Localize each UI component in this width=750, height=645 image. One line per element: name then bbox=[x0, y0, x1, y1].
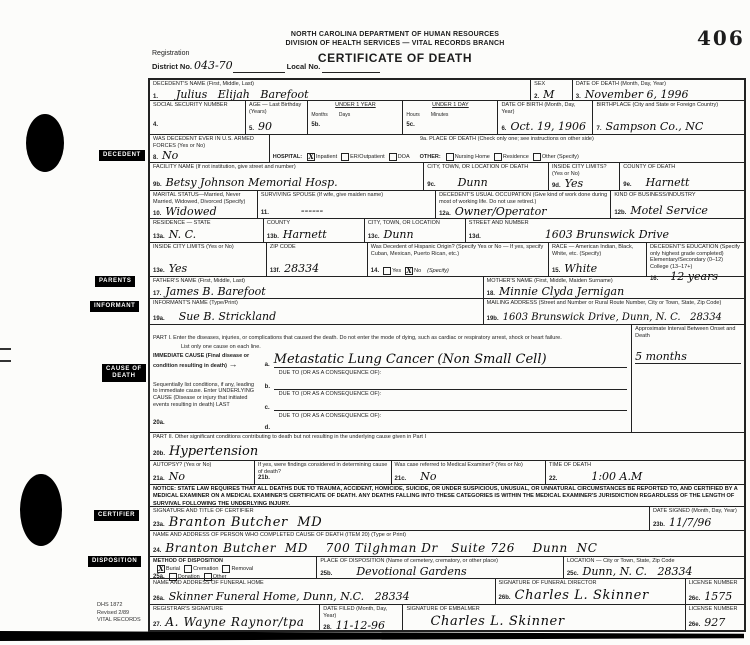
hole-punch-top bbox=[26, 114, 64, 172]
part1-rubric bbox=[150, 352, 261, 432]
district-label: District No. bbox=[152, 61, 193, 71]
page-title: CERTIFICATE OF DEATH bbox=[317, 51, 473, 66]
part1-header-line2: List only one cause on each line. bbox=[181, 344, 261, 350]
field-label: DATE OF DEATH (Month, Day, Year) bbox=[575, 81, 666, 87]
field-label: COUNTY OF DEATH bbox=[623, 164, 676, 170]
residence-county-value: Harnett bbox=[282, 228, 327, 241]
hole-punch-bottom bbox=[20, 474, 62, 546]
field-race: RACE — American Indian, Black, White, etc. (Specify) 15. White bbox=[548, 243, 646, 276]
field-mother-name: MOTHER'S NAME (First, Middle, Maiden Surname) 18. Minnie Clyda Jernigan bbox=[483, 277, 744, 298]
field-medical-examiner-referral: Was case referred to Medical Examiner? (Yes or No) 21c. No bbox=[391, 461, 545, 484]
street-and-number-value: 1603 Brunswick Drive bbox=[544, 228, 670, 241]
field-label: CITY, TOWN, OR LOCATION OF DEATH bbox=[427, 164, 529, 170]
district-number-value: 043-70 bbox=[193, 58, 233, 72]
field-autopsy: AUTOPSY? (Yes or No) 21a. No bbox=[150, 461, 254, 484]
cause-line-c: c. bbox=[265, 398, 627, 411]
field-date-signed: DATE SIGNED (Month, Day, Year) 23b. 11/7/96 bbox=[649, 507, 744, 530]
field-facility-name: FACILITY NAME (If not institution, give street and number) 9b. Betsy Johnson Memorial Hosp. bbox=[150, 163, 423, 190]
field-label: DECEDENT'S EDUCATION (Specify only highest grade completed) Elementary/Secondary (0–12) College (13–17+) bbox=[649, 244, 740, 270]
part1-cause-of-death-section bbox=[150, 324, 744, 432]
field-sex: SEX 2. M bbox=[530, 80, 572, 100]
checkbox-burial-label: Burial bbox=[166, 565, 181, 572]
checkbox-other-method-label: Other bbox=[212, 573, 227, 580]
district-underline bbox=[233, 62, 285, 73]
field-label: BIRTHPLACE (City and State or Foreign Country) bbox=[596, 102, 719, 108]
section-tab-informant: INFORMANT bbox=[90, 301, 139, 312]
hospital-prefix-label: HOSPITAL: bbox=[272, 154, 303, 160]
checkbox-residence-label: Residence bbox=[502, 154, 529, 160]
field-under-1-year: UNDER 1 YEAR Months Days 5b. bbox=[307, 101, 402, 134]
age-value: 90 bbox=[258, 120, 273, 133]
medical-examiner-referral-value: No bbox=[420, 470, 437, 483]
footer-vital-records: VITAL RECORDS bbox=[97, 617, 141, 624]
field-embalmer-signature bbox=[402, 605, 684, 630]
certificate-form bbox=[148, 78, 746, 632]
field-label: LICENSE NUMBER bbox=[688, 606, 738, 612]
field-label: SIGNATURE OF FUNERAL DIRECTOR bbox=[498, 580, 597, 586]
birthplace-value: Sampson Co., NC bbox=[605, 120, 704, 133]
form-footer bbox=[97, 602, 141, 625]
certifier-signature-value: Branton Butcher MD bbox=[168, 514, 323, 530]
decedent-name-value: Julius Elijah Barefoot bbox=[176, 87, 309, 101]
immediate-cause-value: Metastatic Lung Cancer (Non Small Cell) bbox=[273, 352, 547, 368]
section-tab-certifier: CERTIFIER bbox=[94, 510, 139, 521]
field-label: Was case referred to Medical Examiner? (Yes or No) bbox=[394, 462, 523, 468]
field-armed-forces: WAS DECEDENT EVER IN U.S. ARMED FORCES (Yes or No) 8. No bbox=[150, 135, 269, 162]
item-20a-number: 20a. bbox=[153, 419, 165, 426]
part2-value: Hypertension bbox=[169, 444, 259, 459]
due-to-label: DUE TO (OR AS A CONSEQUENCE OF): bbox=[278, 412, 382, 419]
interval-header-label: Approximate Interval Between Onset and Death bbox=[635, 326, 736, 339]
field-label: LICENSE NUMBER bbox=[688, 580, 738, 586]
field-residence-inside-city-limits: INSIDE CITY LIMITS (Yes or No) 13e. Yes bbox=[150, 243, 266, 276]
checkbox-nursing-home-label: Nursing Home bbox=[454, 154, 490, 160]
field-business-industry: KIND OF BUSINESS/INDUSTRY 12b. Motel Service bbox=[610, 191, 744, 218]
field-funeral-director-signature: SIGNATURE OF FUNERAL DIRECTOR 26b. Charles L. Skinner bbox=[495, 579, 685, 604]
field-label: SOCIAL SECURITY NUMBER bbox=[153, 102, 228, 108]
interval-column bbox=[631, 325, 744, 432]
embalmer-signature-value: Charles L. Skinner bbox=[430, 614, 565, 629]
field-sublabel: Hours Minutes bbox=[406, 112, 449, 119]
field-label: PLACE OF DISPOSITION (Name of cemetery, crematory, or other place) bbox=[320, 558, 498, 564]
field-usual-occupation: DECEDENT'S USUAL OCCUPATION (Give kind of work done during most of working life. Do not use retired.) 12a. Owner/Operator bbox=[435, 191, 610, 218]
field-under-1-day: UNDER 1 DAY Hours Minutes 5c. bbox=[402, 101, 497, 134]
checkbox-hispanic-yes-label: Yes bbox=[392, 268, 402, 274]
informant-name-value: Sue B. Strickland bbox=[178, 310, 277, 323]
checkbox-hispanic-no-label: No bbox=[414, 268, 422, 274]
scan-edge-mark bbox=[0, 360, 11, 362]
checkbox-hispanic-no: X bbox=[406, 266, 412, 275]
checkbox-doa-label: DOA bbox=[397, 154, 410, 160]
field-zip-code: ZIP CODE 13f. 28334 bbox=[266, 243, 367, 276]
field-label: Was Decedent of Hispanic Origin? (Specify Yes or No — If yes, specify Cuban, Mexican, Puerto Rican, etc.) bbox=[370, 244, 544, 257]
county-of-death-value: Harnett bbox=[645, 176, 690, 189]
field-label: SIGNATURE AND TITLE OF CERTIFIER bbox=[153, 508, 254, 514]
city-of-death-value: Dunn bbox=[457, 176, 488, 189]
field-place-of-disposition: PLACE OF DISPOSITION (Name of cemetery, crematory, or other place) 25b. Devotional Gardens bbox=[316, 557, 563, 578]
zip-code-value: 28334 bbox=[284, 262, 320, 275]
usual-occupation-value: Owner/Operator bbox=[454, 205, 547, 219]
division-line: DIVISION OF HEALTH SERVICES — VITAL RECORDS BRANCH bbox=[285, 40, 505, 48]
field-label: UNDER 1 YEAR bbox=[335, 102, 376, 108]
residence-city-value: Dunn bbox=[383, 228, 414, 241]
scan-edge-mark bbox=[0, 348, 11, 350]
checkbox-nursing-home bbox=[446, 153, 454, 161]
surviving-spouse-value: ------ bbox=[300, 204, 324, 217]
time-of-death-value: 1:00 A.M bbox=[591, 470, 643, 483]
checkbox-burial: X bbox=[158, 563, 164, 573]
autopsy-value: No bbox=[168, 470, 185, 483]
field-findings-considered: If yes, were findings considered in determining cause of death? 21b. bbox=[254, 461, 391, 484]
field-education: DECEDENT'S EDUCATION (Specify only highest grade completed) Elementary/Secondary (0–12) College (13–17+) 16. 12 years bbox=[646, 243, 744, 276]
field-decedent-name: DECEDENT'S NAME (First, Middle, Last) 1. Julius Elijah Barefoot bbox=[150, 80, 530, 100]
field-label: NAME AND ADDRESS OF PERSON WHO COMPLETED CAUSE OF DEATH (ITEM 20) (Type or Print) bbox=[153, 532, 406, 538]
field-residence-state: RESIDENCE — STATE 13a. N. C. bbox=[150, 219, 263, 242]
cause-line-a: a. Metastatic Lung Cancer (Non Small Cell) bbox=[265, 352, 627, 368]
field-label: DATE OF BIRTH (Month, Day, Year) bbox=[501, 102, 576, 115]
interval-value: 5 months bbox=[635, 350, 687, 364]
education-value: 12 years bbox=[670, 270, 718, 284]
checkbox-other-place bbox=[533, 153, 541, 161]
field-label: KIND OF BUSINESS/INDUSTRY bbox=[614, 192, 696, 198]
immediate-cause-label: IMMEDIATE CAUSE (Final disease or condition resulting in death) → bbox=[153, 352, 250, 370]
date-filed-value: 11-12-96 bbox=[335, 619, 386, 633]
field-label: STREET AND NUMBER bbox=[468, 220, 529, 226]
field-method-of-disposition: METHOD OF DISPOSITION X Burial Cremation Removal 25a. Donation Other bbox=[150, 557, 316, 578]
field-label: MOTHER'S NAME (First, Middle, Maiden Surname) bbox=[486, 278, 613, 284]
arrow-icon: → bbox=[228, 359, 238, 370]
date-signed-value: 11/7/96 bbox=[668, 516, 712, 529]
field-label: SEX bbox=[534, 81, 546, 87]
field-label: RESIDENCE — STATE bbox=[153, 220, 211, 226]
field-informant-name: INFORMANT'S NAME (Type/Print) 19a. Sue B. Strickland bbox=[150, 299, 483, 324]
armed-forces-value: No bbox=[162, 149, 179, 163]
checkbox-cremation bbox=[184, 565, 192, 573]
residence-state-value: N. C. bbox=[168, 228, 197, 241]
field-registrar-signature: REGISTRAR'S SIGNATURE 27. A. Wayne Raynor/tpa bbox=[150, 605, 319, 630]
section-tab-disposition: DISPOSITION bbox=[88, 556, 141, 567]
field-date-filed: DATE FILED (Month, Day, Year) 28. 11-12-96 bbox=[319, 605, 402, 630]
field-residence-county: COUNTY 13b. Harnett bbox=[263, 219, 364, 242]
field-hispanic-origin: Was Decedent of Hispanic Origin? (Specify Yes or No — If yes, specify Cuban, Mexican, Puerto Rican, etc.) 14. Yes X No (Specify) bbox=[367, 243, 548, 276]
field-label: DATE FILED (Month, Day, Year) bbox=[323, 606, 388, 619]
field-birthplace: BIRTHPLACE (City and State or Foreign Country) 7. Sampson Co., NC bbox=[592, 101, 743, 134]
field-certifier-signature: SIGNATURE AND TITLE OF CERTIFIER 23a. Branton Butcher MD bbox=[150, 507, 649, 530]
field-label: METHOD OF DISPOSITION bbox=[153, 558, 223, 564]
field-sublabel: Months Days bbox=[311, 112, 351, 119]
registrar-signature-value: A. Wayne Raynor/tpa bbox=[165, 615, 305, 629]
field-part2-other-conditions: PART II. Other significant conditions contributing to death but not resulting in the underlying cause given in Part I 20b. Hypertension bbox=[150, 433, 744, 460]
field-label: INFORMANT'S NAME (Type/Print) bbox=[153, 300, 238, 306]
facility-name-value: Betsy Johnson Memorial Hosp. bbox=[165, 176, 338, 189]
field-funeral-home: NAME AND ADDRESS OF FUNERAL HOME 26a. Skinner Funeral Home, Dunn, N.C. 28334 bbox=[150, 579, 495, 604]
part1-main bbox=[150, 325, 631, 432]
scan-black-bar bbox=[0, 631, 744, 641]
field-city-of-death: CITY, TOWN, OR LOCATION OF DEATH 9c. Dunn bbox=[423, 163, 548, 190]
field-embalmer-license: LICENSE NUMBER 26e. 927 bbox=[685, 605, 744, 630]
footer-revision: Revised 2/89 bbox=[97, 609, 130, 616]
date-of-birth-value: Oct. 19, 1906 bbox=[510, 120, 587, 133]
field-label: DECEDENT'S NAME (First, Middle, Last) bbox=[153, 81, 254, 87]
field-label: If yes, were findings considered in determining cause of death? bbox=[257, 462, 388, 475]
due-to-label: DUE TO (OR AS A CONSEQUENCE OF): bbox=[278, 369, 382, 376]
field-label: MAILING ADDRESS (Street and Number or Rural Route Number, City or Town, State, Zip Code) bbox=[486, 300, 722, 306]
footer-form-id: DHS 1872 bbox=[97, 602, 123, 608]
field-label: PART II. Other significant conditions contributing to death but not resulting in the underlying cause given in Part I bbox=[153, 434, 427, 440]
field-label: DECEDENT'S USUAL OCCUPATION (Give kind of work done during most of working life. Do not use retired.) bbox=[439, 192, 608, 205]
hispanic-specify-label: (Specify) bbox=[427, 268, 449, 274]
part1-cause-lines bbox=[261, 352, 631, 432]
father-name-value: James B. Barefoot bbox=[165, 284, 266, 298]
department-line: NORTH CAROLINA DEPARTMENT OF HUMAN RESOURCES bbox=[290, 31, 500, 38]
field-label: SURVIVING SPOUSE (If wife, give maiden name) bbox=[260, 192, 384, 198]
checkbox-hispanic-yes bbox=[383, 267, 391, 275]
section-tab-decedent: DECEDENT bbox=[99, 150, 145, 161]
field-ssn: SOCIAL SECURITY NUMBER 4. bbox=[150, 101, 245, 134]
registration-label: Registration bbox=[152, 50, 190, 57]
checkbox-removal-label: Removal bbox=[231, 565, 254, 572]
marital-status-value: Widowed bbox=[165, 205, 217, 219]
checkbox-er-outpatient-label: ER/Outpatient bbox=[350, 154, 385, 160]
funeral-director-license-value: 1575 bbox=[704, 590, 733, 603]
field-label: 9a. PLACE OF DEATH (Check only one; see instructions on other side) bbox=[419, 136, 594, 142]
cause-completer-value: Branton Butcher MD 700 Tilghman Dr Suite 726 Dunn NC bbox=[165, 541, 598, 555]
field-label: SIGNATURE OF EMBALMER bbox=[406, 606, 480, 612]
registration-block bbox=[152, 50, 380, 73]
cause-tab-line2: DEATH bbox=[112, 372, 136, 379]
field-location-of-disposition: LOCATION — City or Town, State, Zip Code 25c. Dunn, N. C. 28334 bbox=[563, 557, 744, 578]
field-label: WAS DECEDENT EVER IN U.S. ARMED FORCES (Yes or No) bbox=[153, 136, 254, 149]
field-label: NAME AND ADDRESS OF FUNERAL HOME bbox=[153, 580, 264, 586]
funeral-director-signature-value: Charles L. Skinner bbox=[514, 588, 649, 603]
race-value: White bbox=[564, 262, 598, 275]
section-tab-parents: PARENTS bbox=[95, 276, 135, 287]
funeral-home-value: Skinner Funeral Home, Dunn, N.C. 28334 bbox=[168, 590, 410, 603]
field-label: AUTOPSY? (Yes or No) bbox=[153, 462, 212, 468]
field-label: TIME OF DEATH bbox=[548, 462, 592, 468]
cause-tab-line1: CAUSE OF bbox=[106, 366, 142, 372]
checkbox-other-place-label: Other (Specify) bbox=[541, 154, 579, 160]
field-label: FATHER'S NAME (First, Middle, Last) bbox=[153, 278, 246, 284]
field-date-of-birth: DATE OF BIRTH (Month, Day, Year) 6. Oct. 19, 1906 bbox=[497, 101, 592, 134]
certificate-number: 406 bbox=[697, 26, 745, 50]
section-tab-cause-of-death bbox=[102, 364, 146, 382]
field-marital-status: MARITAL STATUS—Married, Never Married, Widowed, Divorced (Specify) 10. Widowed bbox=[150, 191, 257, 218]
field-funeral-director-license: LICENSE NUMBER 26c. 1575 bbox=[685, 579, 744, 604]
field-inside-city-limits-death: INSIDE CITY LIMITS? (Yes or No) 9d. Yes bbox=[548, 163, 619, 190]
location-of-disposition-value: Dunn, N. C. 28334 bbox=[582, 564, 693, 578]
medical-examiner-notice: NOTICE: STATE LAW REQUIRES THAT ALL DEATHS DUE TO TRAUMA, ACCIDENT, HOMICIDE, SUICIDE, OR UNDER SUSPICIOUS, UNUSUAL, OR UNNATURAL CIRCUMSTANCES BE REPORTED TO, AND CERTIFIED BY A MEDICAL EXAMINER ON A MEDICAL EXAMINER'S CERTIFICATE OF DEATH. ANY DEATHS FALLING INTO THESE CATEGORIES IS WITHIN THE MEDICAL EXAMINER'S JURISDICTION REGARDLESS OF THE LENGTH OF SURVIVAL FOLLOWING THE UNDERLYING INJURY. bbox=[153, 486, 738, 507]
checkbox-cremation-label: Cremation bbox=[193, 565, 219, 572]
cause-line-b: b. bbox=[265, 377, 627, 390]
part1-header bbox=[150, 325, 631, 352]
field-label: ZIP CODE bbox=[269, 244, 296, 250]
mailing-address-value: 1603 Brunswick Drive, Dunn, N. C. 28334 bbox=[502, 312, 722, 323]
checkbox-er-outpatient bbox=[341, 153, 349, 161]
field-label: FACILITY NAME (If not institution, give street and number) bbox=[153, 164, 296, 170]
field-date-of-death: DATE OF DEATH (Month, Day, Year) 3. November 6, 1996 bbox=[572, 80, 744, 100]
sequential-conditions-label: Sequentially list conditions, if any, leading to immediate cause. Enter UNDERLYING CAUSE (Disease or injury that initiated events resulting in death) LAST bbox=[153, 381, 255, 408]
field-label: INSIDE CITY LIMITS? (Yes or No) bbox=[551, 164, 607, 177]
field-county-of-death: COUNTY OF DEATH 9e. Harnett bbox=[619, 163, 744, 190]
checkbox-residence bbox=[494, 153, 502, 161]
local-label: Local No. bbox=[286, 61, 321, 71]
field-surviving-spouse: SURVIVING SPOUSE (If wife, give maiden name) 11. ------ bbox=[257, 191, 435, 218]
field-label: DATE SIGNED (Month, Day, Year) bbox=[652, 508, 737, 514]
local-number-blank bbox=[322, 62, 380, 73]
cause-line-d: d. bbox=[264, 425, 270, 432]
field-label: REGISTRAR'S SIGNATURE bbox=[153, 606, 224, 612]
sex-value: M bbox=[543, 87, 555, 101]
field-time-of-death: TIME OF DEATH 22. 1:00 A.M bbox=[545, 461, 744, 484]
other-prefix-label: OTHER: bbox=[419, 154, 441, 160]
field-label: AGE — Last Birthday (Years) bbox=[249, 102, 302, 115]
mother-name-value: Minnie Clyda Jernigan bbox=[498, 284, 625, 298]
residence-inside-city-limits-value: Yes bbox=[168, 262, 188, 275]
part1-header-text: PART I. Enter the diseases, injuries, or complications that caused the death. Do not enter the mode of dying, such as cardiac or respiratory arrest, shock or heart failure. bbox=[153, 335, 562, 341]
field-label: RACE — American Indian, Black, White, etc. (Specify) bbox=[551, 244, 634, 257]
checkbox-doa bbox=[389, 153, 397, 161]
date-of-death-value: November 6, 1996 bbox=[584, 87, 689, 101]
field-cause-completer: NAME AND ADDRESS OF PERSON WHO COMPLETED CAUSE OF DEATH (ITEM 20) (Type or Print) 24. Branton Butcher MD 700 Tilghman Dr Suite 726 Dunn NC bbox=[150, 531, 744, 556]
embalmer-license-value: 927 bbox=[704, 616, 726, 629]
checkbox-donation-label: Donation bbox=[177, 573, 200, 580]
field-age: AGE — Last Birthday (Years) 5. 90 bbox=[245, 101, 307, 134]
checkbox-inpatient: X bbox=[308, 152, 314, 161]
place-of-disposition-value: Devotional Gardens bbox=[356, 564, 467, 578]
inside-city-limits-death-value: Yes bbox=[564, 177, 584, 191]
business-industry-value: Motel Service bbox=[630, 204, 708, 217]
field-label: UNDER 1 DAY bbox=[432, 102, 469, 108]
checkbox-removal bbox=[222, 565, 230, 573]
checkbox-inpatient-label: Inpatient bbox=[316, 154, 338, 160]
field-place-of-death bbox=[269, 135, 744, 162]
field-mailing-address: MAILING ADDRESS (Street and Number or Rural Route Number, City or Town, State, Zip Code) 19b. 1603 Brunswick Drive, Dunn, N. C. 28334 bbox=[483, 299, 744, 324]
field-label: CITY, TOWN, OR LOCATION bbox=[367, 220, 440, 226]
field-label: MARITAL STATUS—Married, Never Married, Widowed, Divorced (Specify) bbox=[153, 192, 246, 205]
field-street-and-number: STREET AND NUMBER 13d. 1603 Brunswick Drive bbox=[465, 219, 744, 242]
field-label: LOCATION — City or Town, State, Zip Code bbox=[566, 558, 675, 564]
field-father-name: FATHER'S NAME (First, Middle, Last) 17. James B. Barefoot bbox=[150, 277, 483, 298]
field-residence-city: CITY, TOWN, OR LOCATION 13c. Dunn bbox=[364, 219, 465, 242]
due-to-label: DUE TO (OR AS A CONSEQUENCE OF): bbox=[278, 391, 382, 398]
field-label: INSIDE CITY LIMITS (Yes or No) bbox=[153, 244, 234, 250]
field-label: COUNTY bbox=[266, 220, 291, 226]
